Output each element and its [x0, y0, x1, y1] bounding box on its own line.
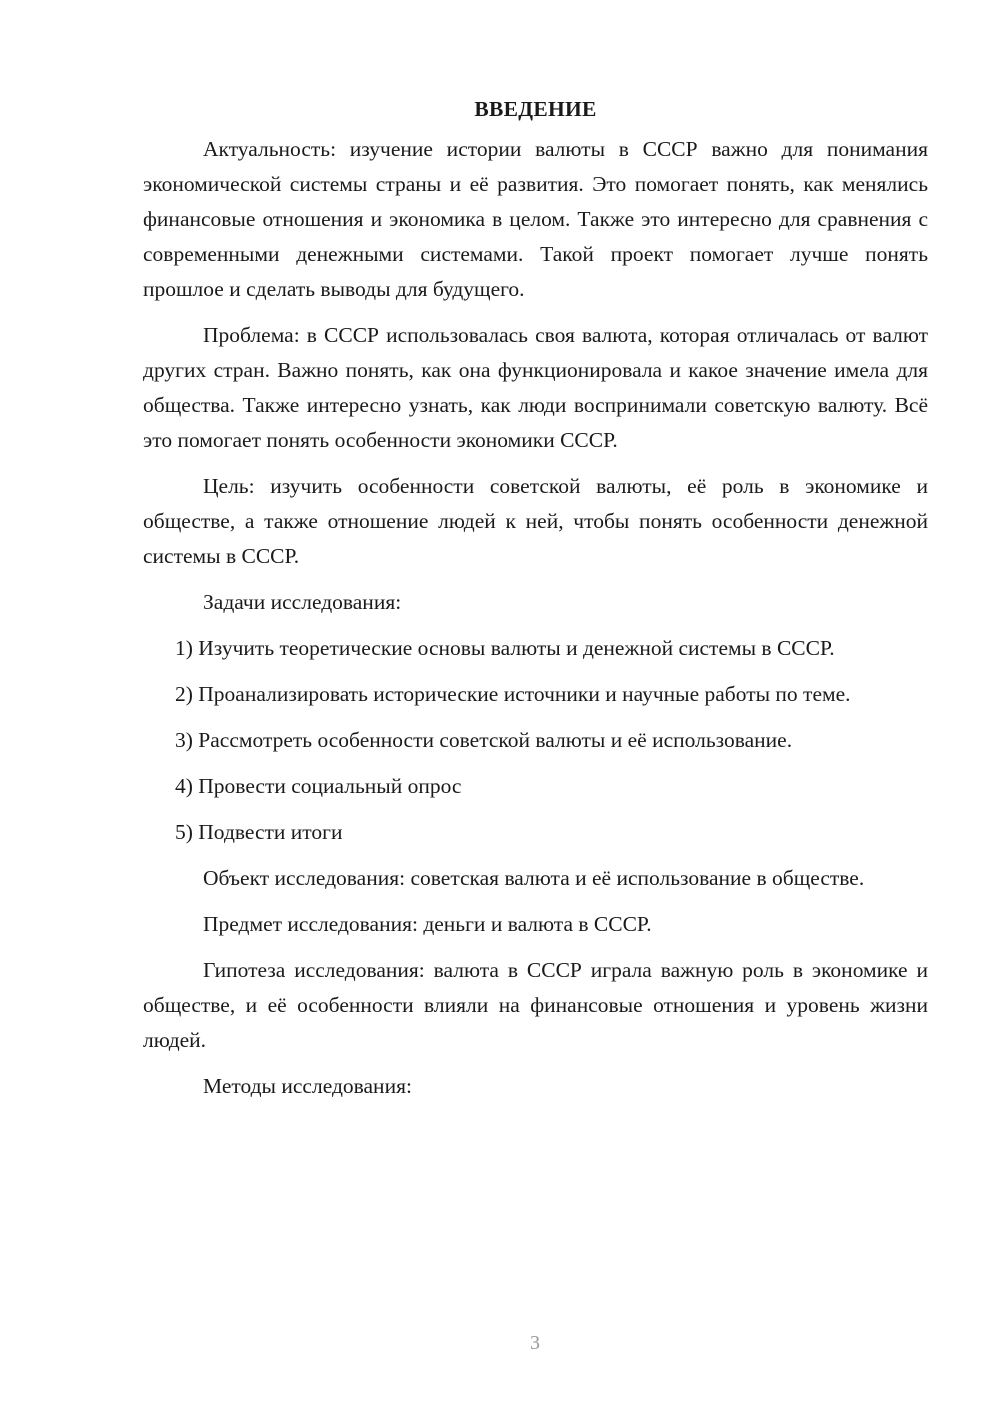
document-heading: ВВЕДЕНИЕ	[474, 97, 597, 121]
document-page	[143, 92, 928, 1115]
subject-paragraph: Предмет исследования: деньги и валюта в СССР.	[203, 912, 652, 936]
task-item: 3) Рассмотреть особенности советской валюты и её использование.	[175, 728, 793, 752]
methods-title: Методы исследования:	[203, 1074, 412, 1098]
object-paragraph: Объект исследования: советская валюта и её использование в обществе.	[203, 866, 865, 890]
actuality-paragraph: Актуальность: изучение истории валюты в СССР важно для понимания экономической системы страны и её развития. Это помогает понять, как менялись финансовые отношения и экономика в целом. Также это интересно для сравнения с современными денежными системами. Такой проект помогает лучше понять прошлое и сделать выводы для будущего.	[143, 137, 928, 301]
goal-paragraph: Цель: изучить особенности советской валюты, её роль в экономике и обществе, а также отношение людей к ней, чтобы понять особенности денежной системы в СССР.	[143, 474, 928, 568]
problem-paragraph: Проблема: в СССР использовалась своя валюта, которая отличалась от валют других стран. Важно понять, как она функционировала и какое значение имела для общества. Также интересно узнать, как люди воспринимали советскую валюту. Всё это помогает понять особенности экономики СССР.	[143, 323, 928, 452]
hypothesis-paragraph: Гипотеза исследования: валюта в СССР играла важную роль в экономике и обществе, и её особенности влияли на финансовые отношения и уровень жизни людей.	[143, 958, 928, 1052]
task-item: 4) Провести социальный опрос	[175, 774, 462, 798]
page-number: 3	[530, 1332, 540, 1354]
task-item: 5) Подвести итоги	[175, 820, 343, 844]
task-item: 1) Изучить теоретические основы валюты и денежной системы в СССР.	[175, 636, 835, 660]
task-item: 2) Проанализировать исторические источники и научные работы по теме.	[175, 682, 851, 706]
tasks-title: Задачи исследования:	[203, 590, 402, 614]
